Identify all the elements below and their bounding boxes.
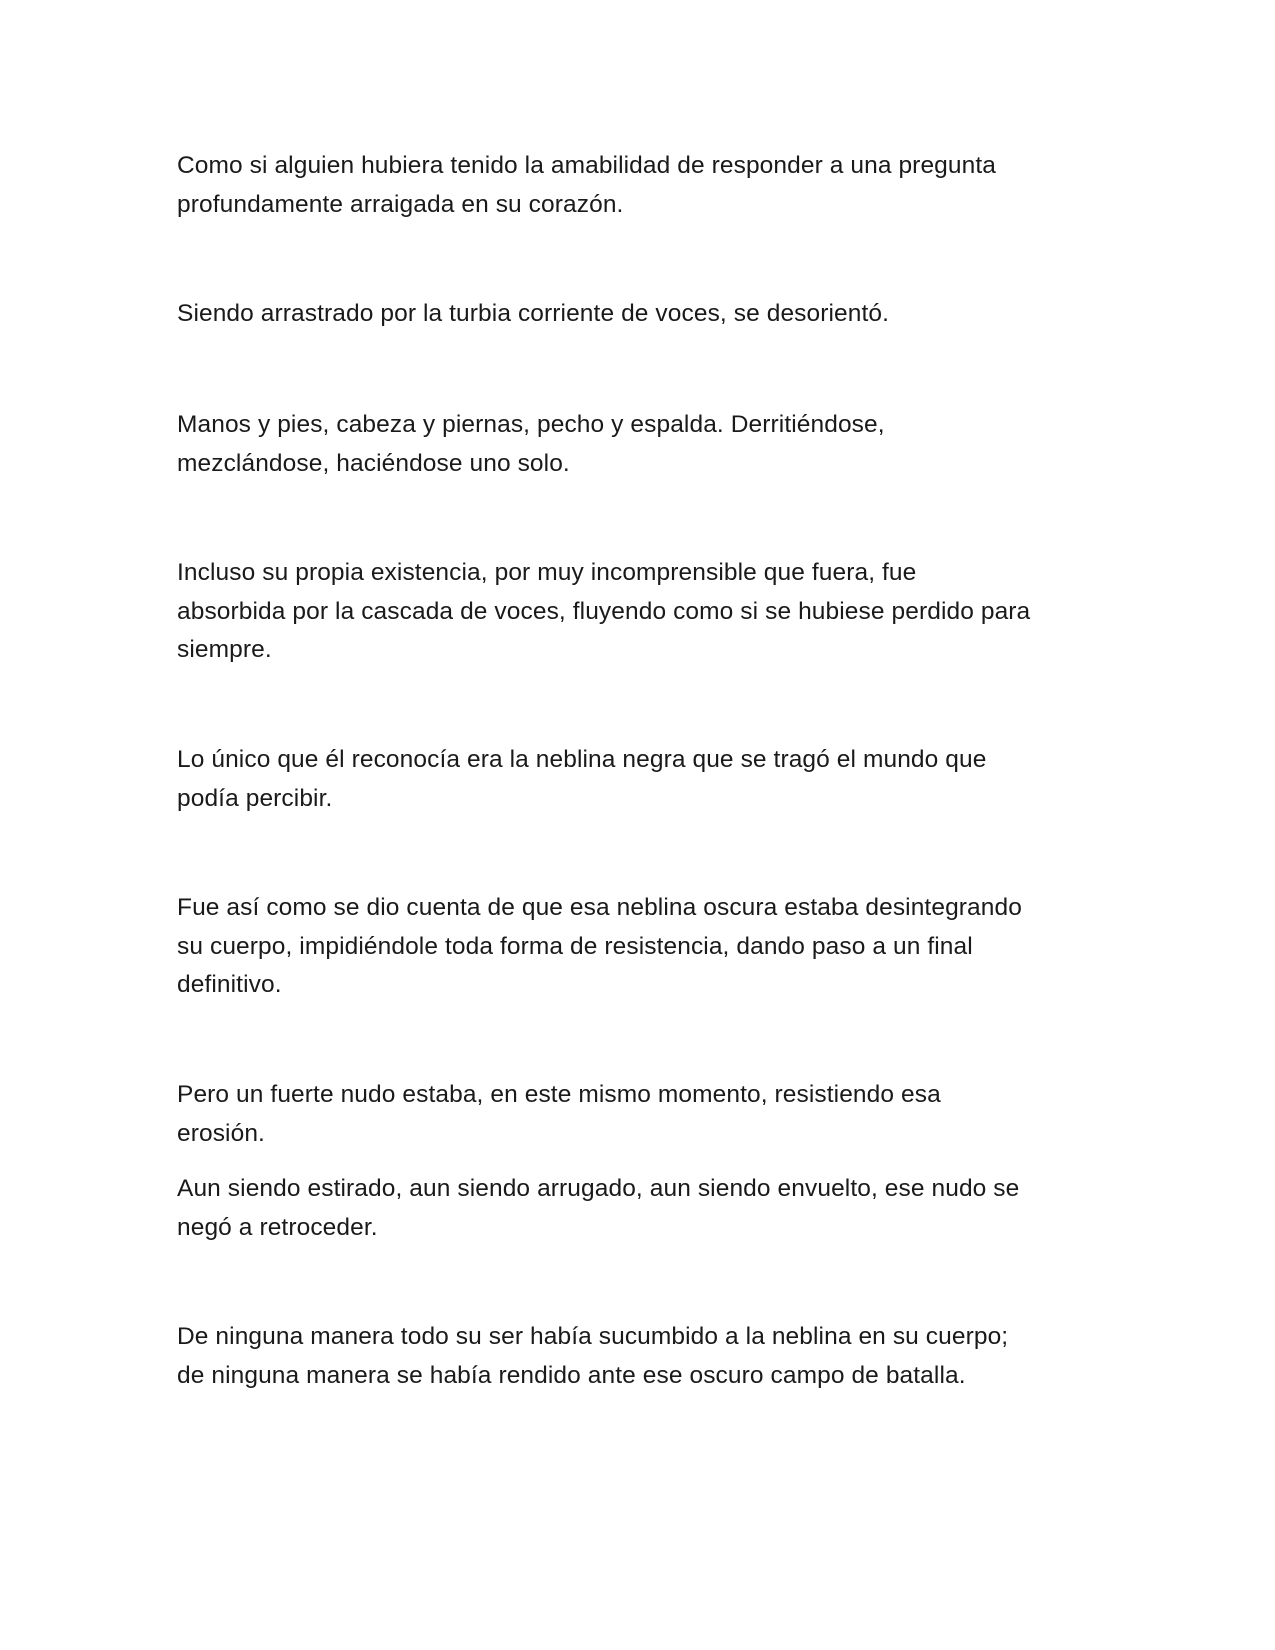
- paragraph-line: Fue así como se dio cuenta de que esa neblina oscura estaba desintegrando: [177, 894, 1022, 921]
- paragraph-line: de ninguna manera se había rendido ante ese oscuro campo de batalla.: [177, 1361, 966, 1389]
- paragraph-line: absorbida por la cascada de voces, fluyendo como si se hubiese perdido para: [177, 597, 1031, 625]
- paragraph-line: Incluso su propia existencia, por muy incomprensible que fuera, fue: [177, 559, 917, 586]
- paragraph-line: Lo único que él reconocía era la neblina negra que se tragó el mundo que: [177, 746, 987, 773]
- paragraph-6: [177, 889, 1107, 1005]
- paragraph-line: podía percibir.: [177, 784, 333, 812]
- paragraph-7: [177, 1076, 1107, 1153]
- paragraph-line: mezclándose, haciéndose uno solo.: [177, 449, 570, 477]
- paragraph-1: [177, 147, 1107, 224]
- paragraph-2: [177, 295, 1107, 334]
- paragraph-line: su cuerpo, impidiéndole toda forma de resistencia, dando paso a un final: [177, 932, 973, 960]
- paragraph-line: definitivo.: [177, 971, 282, 998]
- paragraph-line: profundamente arraigada en su corazón.: [177, 190, 624, 218]
- paragraph-3: [177, 406, 1107, 483]
- paragraph-4: [177, 554, 1107, 670]
- paragraph-line: Manos y pies, cabeza y piernas, pecho y espalda. Derritiéndose,: [177, 411, 885, 438]
- paragraph-line: Como si alguien hubiera tenido la amabilidad de responder a una pregunta: [177, 152, 996, 179]
- paragraph-line: De ninguna manera todo su ser había sucumbido a la neblina en su cuerpo;: [177, 1323, 1009, 1350]
- paragraph-line: erosión.: [177, 1119, 265, 1147]
- paragraph-line: Aun siendo estirado, aun siendo arrugado, aun siendo envuelto, ese nudo se: [177, 1175, 1020, 1202]
- paragraph-line: negó a retroceder.: [177, 1213, 378, 1241]
- paragraph-line: Pero un fuerte nudo estaba, en este mismo momento, resistiendo esa: [177, 1081, 941, 1108]
- paragraph-9: [177, 1318, 1107, 1395]
- paragraph-line: Siendo arrastrado por la turbia corriente de voces, se desorientó.: [177, 300, 890, 327]
- paragraph-8: [177, 1170, 1107, 1247]
- paragraph-5: [177, 741, 1107, 818]
- paragraph-line: siempre.: [177, 636, 272, 663]
